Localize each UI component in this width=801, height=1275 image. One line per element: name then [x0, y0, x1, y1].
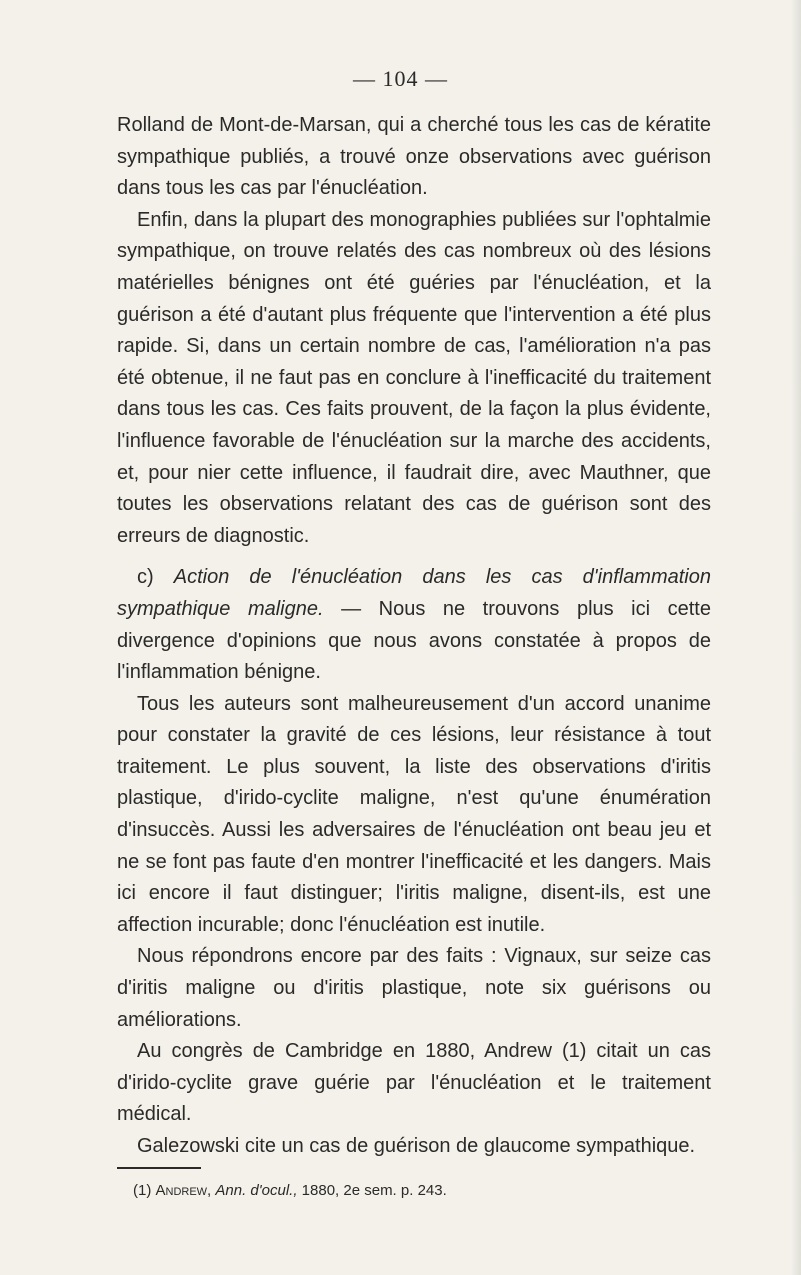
footnote-author: Andrew, [155, 1182, 212, 1199]
footnote [133, 1182, 447, 1199]
footnote-details: 1880, 2e sem. p. 243. [297, 1182, 447, 1199]
paragraph-rolland: Rolland de Mont-de-Marsan, qui a cherché tous les cas de kératite sympathique publiés, a trouvé onze observations avec guérison dans tous les cas par l'énucléation. [117, 114, 711, 200]
section-heading: Action de l'énucléation dans les cas d'inflammation sympathique maligne. [117, 566, 712, 620]
paragraph-auteurs: Tous les auteurs sont malheureusement d'un accord unanime pour constater la gravité de ces lésions, leur résistance à tout traitement. Le plus souvent, la liste des observations d'iritis plastique, d'irido-cyclite maligne, n'est qu'une énumération d'insuccès. Aussi les adversaires de l'énucléation ont beau jeu et ne se font pas faute d'en montrer l'inefficacité et les dangers. Mais ici encore il faut distinguer; l'iritis maligne, disent-ils, est une affection incurable; donc l'énucléation est inutile. [117, 692, 711, 936]
paragraph-cambridge: Au congrès de Cambridge en 1880, Andrew (1) citait un cas d'irido-cyclite grave guérie par l'énucléation et le traitement médical. [117, 1040, 711, 1126]
paragraph-section-c [117, 562, 711, 688]
paragraph-vignaux: Nous répondrons encore par des faits : Vignaux, sur seize cas d'iritis maligne ou d'iritis plastique, note six guérisons ou améliorations. [117, 945, 711, 1031]
page-number: — 104 — [353, 66, 448, 91]
section-text: — Nous ne trouvons plus ici cette divergence d'opinions que nous avons constatée à propos de l'inflammation bénigne. [117, 597, 711, 684]
footnote-journal: Ann. d'ocul., [215, 1182, 298, 1199]
body-text [117, 110, 711, 1163]
paragraph-monographies: Enfin, dans la plupart des monographies publiées sur l'ophtalmie sympathique, on trouve relatés des cas nombreux où des lésions matérielles bénignes ont été guéries par l'énucléation, et la guérison a été d'autant plus fréquente que l'intervention a été plus rapide. Si, dans un certain nombre de cas, l'amélioration n'a pas été obtenue, il ne faut pas en conclure à l'inefficacité du traitement dans tous les cas. Ces faits prouvent, de la façon la plus évidente, l'influence favorable de l'énucléation sur la marche des accidents, et, pour nier cette influence, il faudrait dire, avec Mauthner, que toutes les observations relatant des cas de guérison sont des erreurs de diagnostic. [117, 208, 711, 547]
paragraph-galezowski: Galezowski cite un cas de guérison de glaucome sympathique. [137, 1135, 696, 1157]
footnote-marker: (1) [133, 1182, 156, 1199]
footnote-rule [117, 1167, 201, 1169]
section-marker: c) [137, 566, 174, 589]
page-edge-shadow [791, 0, 801, 1275]
